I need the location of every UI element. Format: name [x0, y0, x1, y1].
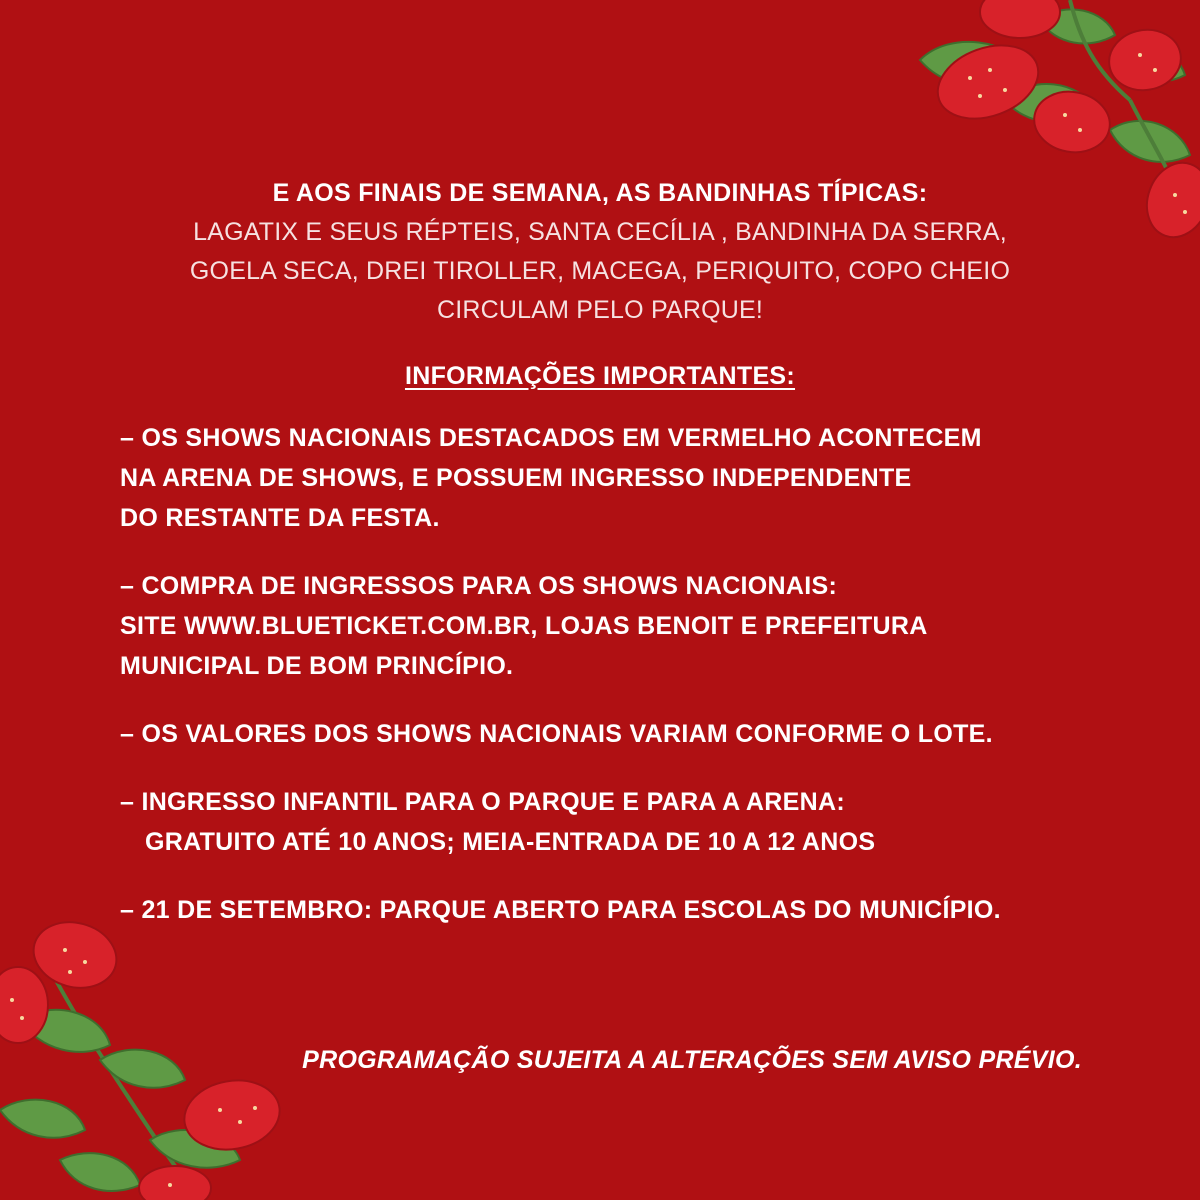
info-item-line: – COMPRA DE INGRESSOS PARA OS SHOWS NACIONAIS:	[120, 572, 838, 600]
info-item	[120, 418, 1120, 538]
intro-heading: E AOS FINAIS DE SEMANA, AS BANDINHAS TÍPICAS:	[272, 179, 928, 207]
info-item-line: – OS SHOWS NACIONAIS DESTACADOS EM VERMELHO ACONTECEM	[120, 424, 982, 452]
info-item-line: – OS VALORES DOS SHOWS NACIONAIS VARIAM CONFORME O LOTE.	[120, 720, 993, 748]
info-item-line: NA ARENA DE SHOWS, E POSSUEM INGRESSO INDEPENDENTE	[120, 464, 912, 492]
info-item-line: GRATUITO ATÉ 10 ANOS; MEIA-ENTRADA DE 10 A 12 ANOS	[145, 828, 876, 856]
info-item-line: SITE WWW.BLUETICKET.COM.BR, LOJAS BENOIT E PREFEITURA	[120, 612, 928, 640]
info-item-line: – 21 DE SETEMBRO: PARQUE ABERTO PARA ESCOLAS DO MUNICÍPIO.	[120, 896, 1001, 924]
info-item	[120, 714, 1120, 754]
intro-line: LAGATIX E SEUS RÉPTEIS, SANTA CECÍLIA , BANDINHA DA SERRA,	[193, 218, 1007, 246]
info-item-line: DO RESTANTE DA FESTA.	[120, 504, 440, 532]
info-item-line: – INGRESSO INFANTIL PARA O PARQUE E PARA A ARENA:	[120, 788, 845, 816]
section-title: INFORMAÇÕES IMPORTANTES:	[404, 362, 796, 390]
info-item	[120, 890, 1120, 930]
info-item-line: MUNICIPAL DE BOM PRINCÍPIO.	[120, 652, 514, 680]
info-list	[120, 418, 1120, 958]
intro-line: CIRCULAM PELO PARQUE!	[436, 296, 764, 324]
info-item	[120, 782, 1120, 862]
disclaimer-note: PROGRAMAÇÃO SUJEITA A ALTERAÇÕES SEM AVISO PRÉVIO.	[302, 1046, 1082, 1074]
intro-line: GOELA SECA, DREI TIROLLER, MACEGA, PERIQUITO, COPO CHEIO	[189, 257, 1011, 285]
info-item	[120, 566, 1120, 686]
intro-block	[0, 173, 1200, 330]
